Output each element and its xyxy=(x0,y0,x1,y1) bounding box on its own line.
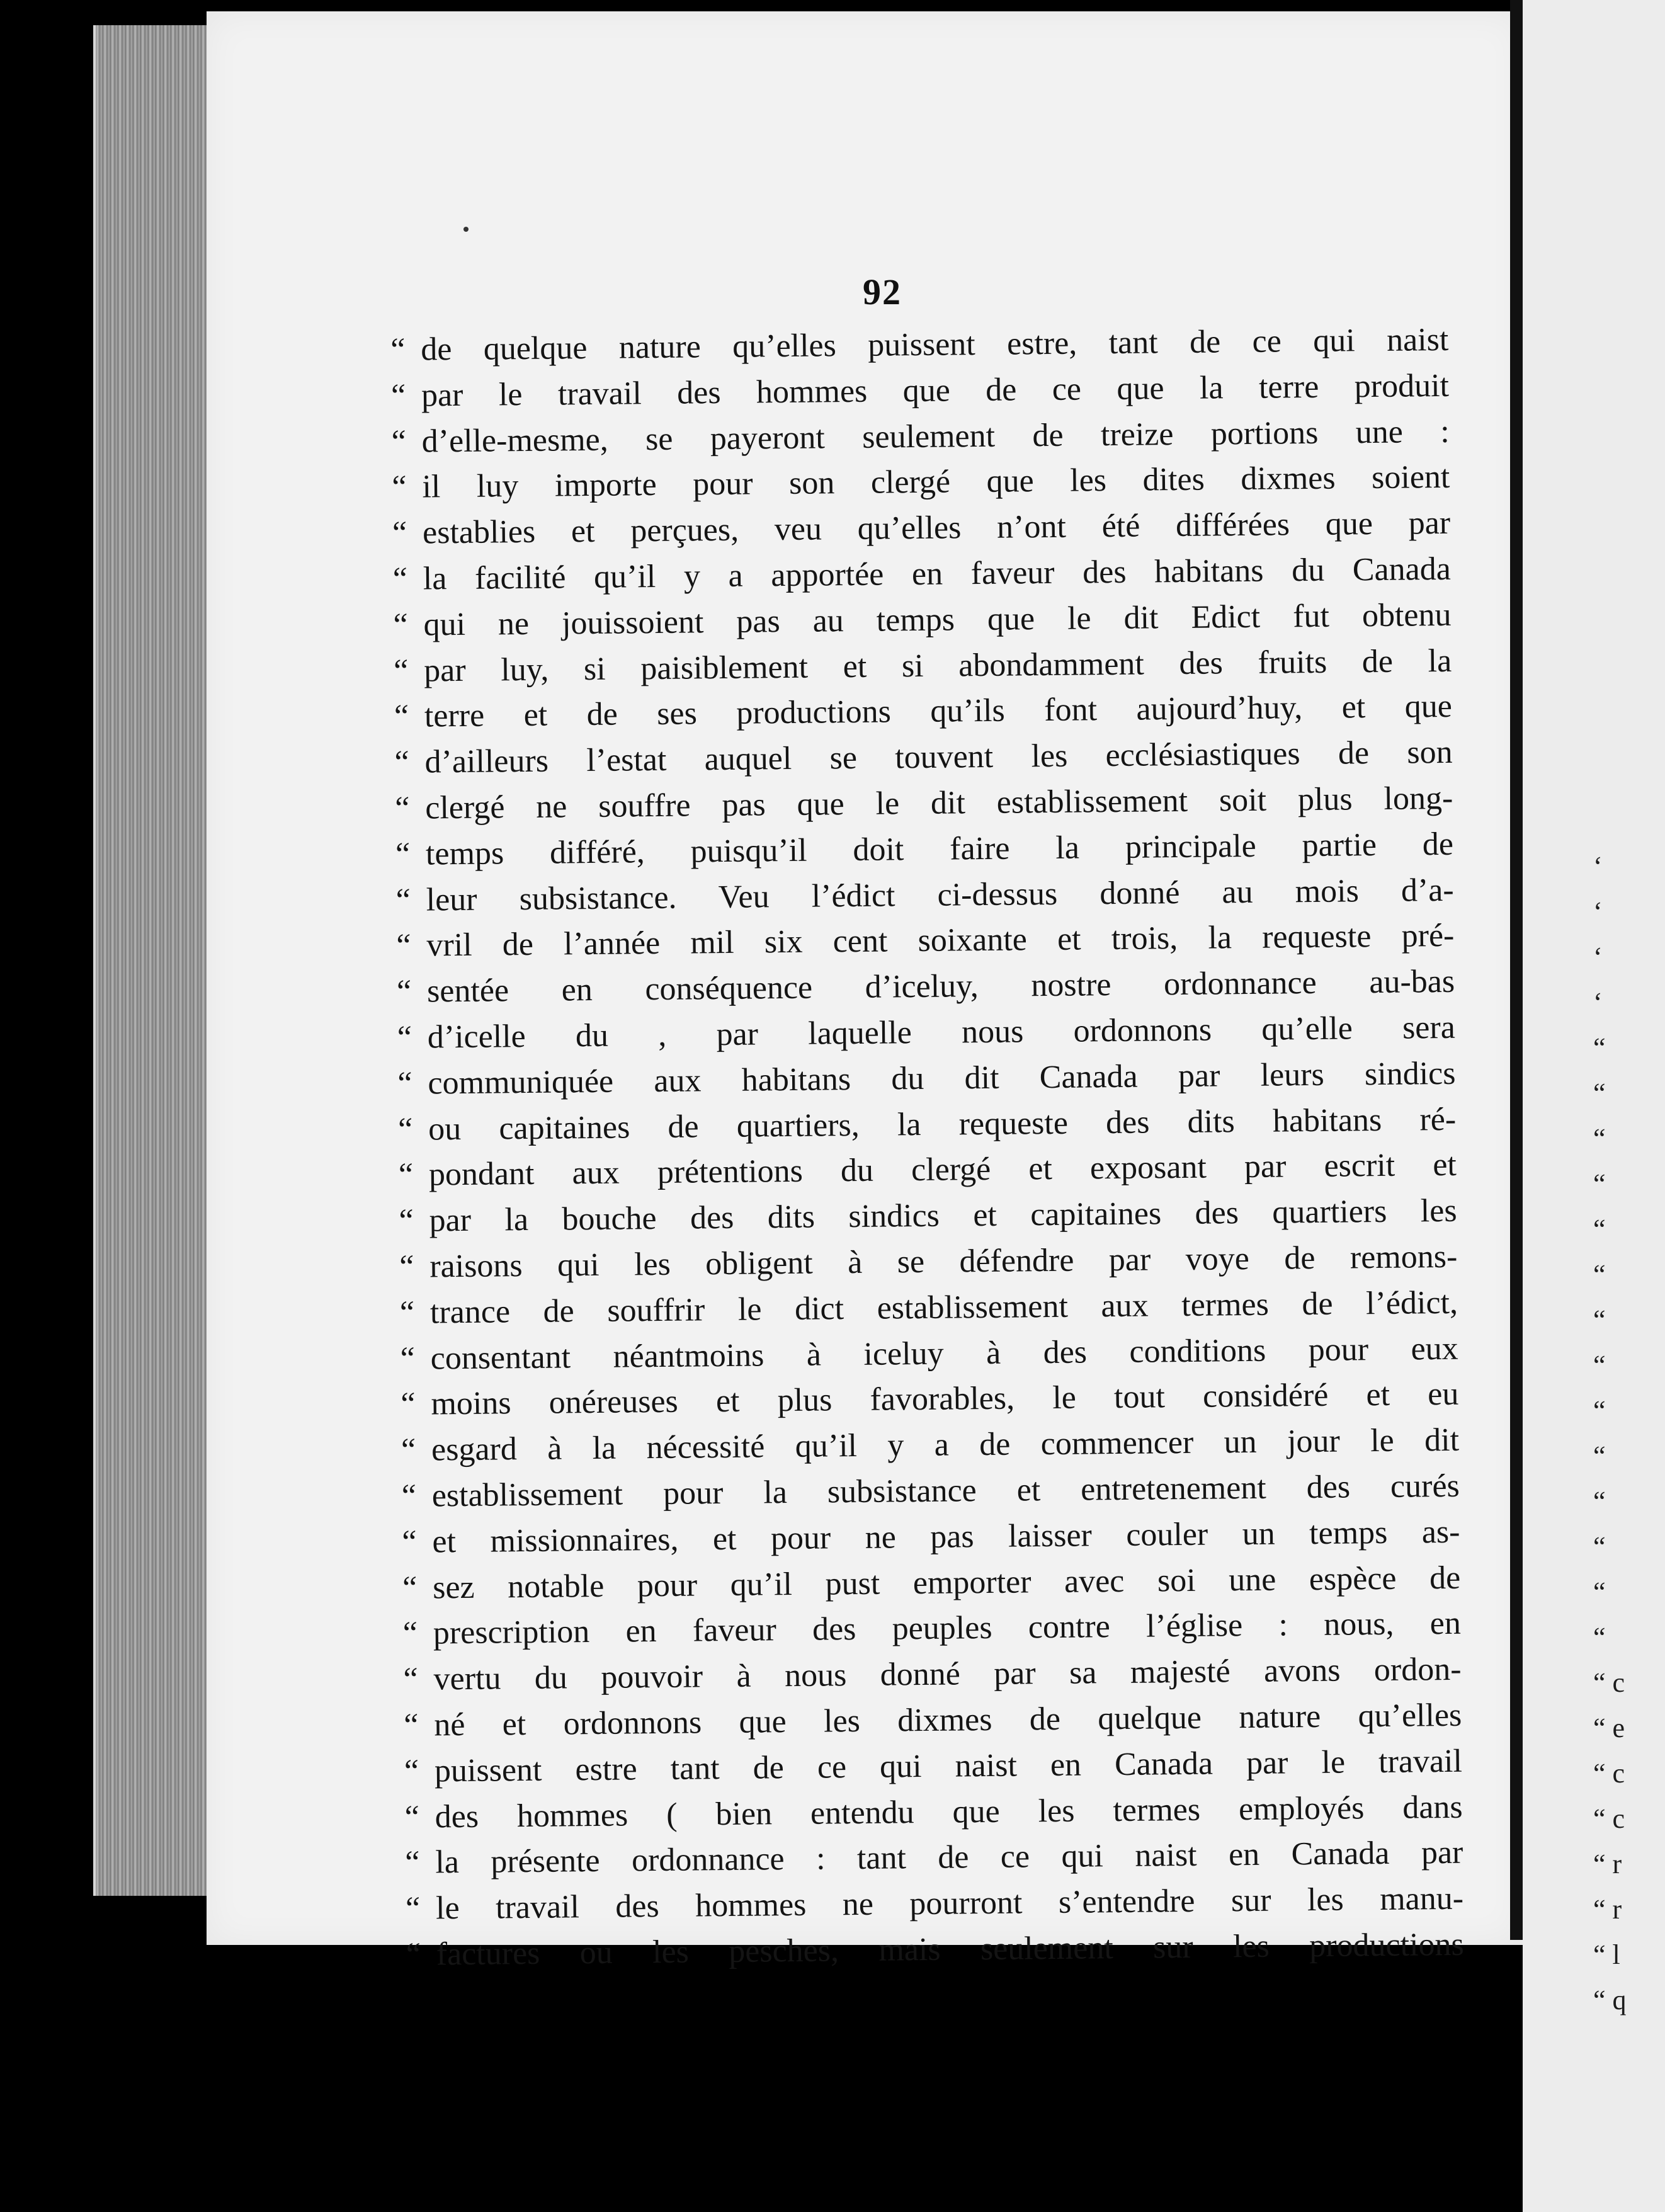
line-text: prescription en faveur des peuples contre l’église : nous, en xyxy=(433,1605,1462,1651)
quote-marker: “ xyxy=(399,1202,414,1240)
quote-marker: “ xyxy=(396,928,411,964)
page-gutter xyxy=(1510,0,1523,1940)
line-text: pondant aux prétentions du clergé et exposant par escrit et xyxy=(428,1147,1457,1193)
quote-marker: “ xyxy=(401,1386,416,1423)
quote-marker: “ xyxy=(396,973,412,1010)
line-text: par la bouche des dits sindics et capitaines des quartiers les xyxy=(429,1192,1457,1239)
quote-marker: “ xyxy=(395,882,411,918)
quote-marker: “ xyxy=(404,1753,419,1789)
quote-marker: “ xyxy=(402,1524,417,1560)
line-text: sez notable pour qu’il pust emporter avec soi une espèce de xyxy=(432,1559,1461,1605)
quote-marker: “ xyxy=(393,607,408,643)
line-text: d’elle-mesme, se payeront seulement de treize portions une : xyxy=(421,413,1450,460)
quote-marker: “ xyxy=(393,653,409,689)
line-text: communiquée aux habitans du dit Canada par leurs sindics xyxy=(428,1055,1456,1102)
line-text: clergé ne souffre pas que le dit establissement soit plus long- xyxy=(425,780,1453,826)
line-text: d’ailleurs l’estat auquel se touvent les ecclésiastiques de son xyxy=(424,734,1453,780)
page-number: 92 xyxy=(863,271,902,312)
quote-marker: “ xyxy=(398,1157,414,1194)
line-text: il luy importe pour son clergé que les dites dixmes soient xyxy=(422,459,1450,505)
quote-marker: “ xyxy=(402,1570,418,1606)
quote-marker: “ xyxy=(404,1707,419,1743)
quote-marker: “ xyxy=(394,744,409,781)
line-text: par luy, si paisiblement et si abondamment des fruits de la xyxy=(423,642,1452,689)
quote-marker: “ xyxy=(390,331,406,368)
text-line xyxy=(406,1922,1464,1978)
ink-speck xyxy=(463,227,469,232)
line-text: establissement pour la subsistance et entretenement des curés xyxy=(431,1468,1460,1514)
quote-marker: “ xyxy=(401,1478,417,1514)
line-text: d’icelle du , par laquelle nous ordonnons qu’elle sera xyxy=(427,1009,1456,1056)
line-text: esgard à la nécessité qu’il y a de commencer un jour le dit xyxy=(431,1422,1460,1468)
quote-marker: “ xyxy=(392,469,407,506)
quote-marker: “ xyxy=(401,1432,416,1469)
quote-marker: “ xyxy=(406,1936,421,1973)
line-text: la facilité qu’il y a apportée en faveur des habitans du Canada xyxy=(423,550,1452,597)
quote-marker: “ xyxy=(394,698,409,735)
quote-marker: “ xyxy=(395,836,411,872)
quote-marker: “ xyxy=(402,1615,418,1652)
quote-marker: “ xyxy=(397,1065,412,1102)
line-text: ou capitaines de quartiers, la requeste des dits habitans ré- xyxy=(428,1101,1457,1148)
quote-marker: “ xyxy=(403,1661,418,1698)
body-text-block xyxy=(390,317,1464,1978)
quote-marker: “ xyxy=(392,515,407,552)
line-text: leur subsistance. Veu l’édict ci-dessus donné au mois d’a- xyxy=(426,872,1454,918)
line-text: establies et perçues, veu qu’elles n’ont été différées que par xyxy=(422,505,1451,551)
line-text: raisons qui les obligent à se défendre par voye de remons- xyxy=(429,1238,1458,1285)
line-text: né et ordonnons que les dixmes de quelque nature qu’elles xyxy=(434,1697,1462,1743)
quote-marker: “ xyxy=(405,1844,420,1881)
line-text: des hommes ( bien entendu que les termes employés dans xyxy=(435,1789,1463,1835)
line-text: trance de souffrir le dict establissement aux termes de l’édict, xyxy=(429,1284,1458,1331)
line-text: moins onéreuses et plus favorables, le tout considéré et eu xyxy=(431,1376,1459,1422)
line-text: temps différé, puisqu’il doit faire la principale partie de xyxy=(425,826,1454,872)
quote-marker: “ xyxy=(392,561,408,597)
book-page-edges xyxy=(93,25,215,1896)
line-text: et missionnaires, et pour ne pas laisser couler un temps as- xyxy=(432,1514,1460,1560)
quote-marker: “ xyxy=(390,377,406,414)
line-text: qui ne jouissoient pas au temps que le dit Edict fut obtenu xyxy=(423,596,1452,643)
line-text: le travail des hommes ne pourront s’entendre sur les manu- xyxy=(435,1880,1464,1927)
line-text: factures ou les pesches, mais seulement sur les productions xyxy=(436,1926,1464,1973)
quote-marker: “ xyxy=(399,1248,414,1285)
line-text: sentée en conséquence d’iceluy, nostre ordonnance au-bas xyxy=(426,963,1455,1010)
line-text: vril de l’année mil six cent soixante et trois, la requeste pré- xyxy=(426,918,1455,964)
quote-marker: “ xyxy=(405,1890,421,1927)
quote-marker: “ xyxy=(397,1111,413,1148)
quote-marker: “ xyxy=(404,1799,420,1835)
line-text: vertu du pouvoir à nous donné par sa majesté avons ordon- xyxy=(433,1651,1462,1697)
line-text: par le travail des hommes que de ce que la terre produit xyxy=(421,367,1450,414)
right-page-quote-marks: ‘ ‘ ‘ ‘ “ “ “ “ “ “ “ “ “ “ “ “ “ “ “ c “ e “ c “ c “ r “ r “ l “ q xyxy=(1593,851,1627,2015)
line-text: terre et de ses productions qu’ils font aujourd’huy, et que xyxy=(424,688,1453,734)
quote-marker: “ xyxy=(395,790,410,826)
line-text: puissent estre tant de ce qui naist en Canada par le travail xyxy=(434,1743,1463,1789)
line-text: consentant néantmoins à iceluy à des conditions pour eux xyxy=(430,1330,1458,1376)
line-text: de quelque nature qu’elles puissent estre, tant de ce qui naist xyxy=(421,321,1449,368)
quote-marker: “ xyxy=(400,1340,416,1377)
quote-marker: “ xyxy=(397,1019,412,1056)
line-text: la présente ordonnance : tant de ce qui naist en Canada par xyxy=(435,1835,1463,1881)
quote-marker: “ xyxy=(399,1294,415,1331)
quote-marker: “ xyxy=(391,423,407,460)
